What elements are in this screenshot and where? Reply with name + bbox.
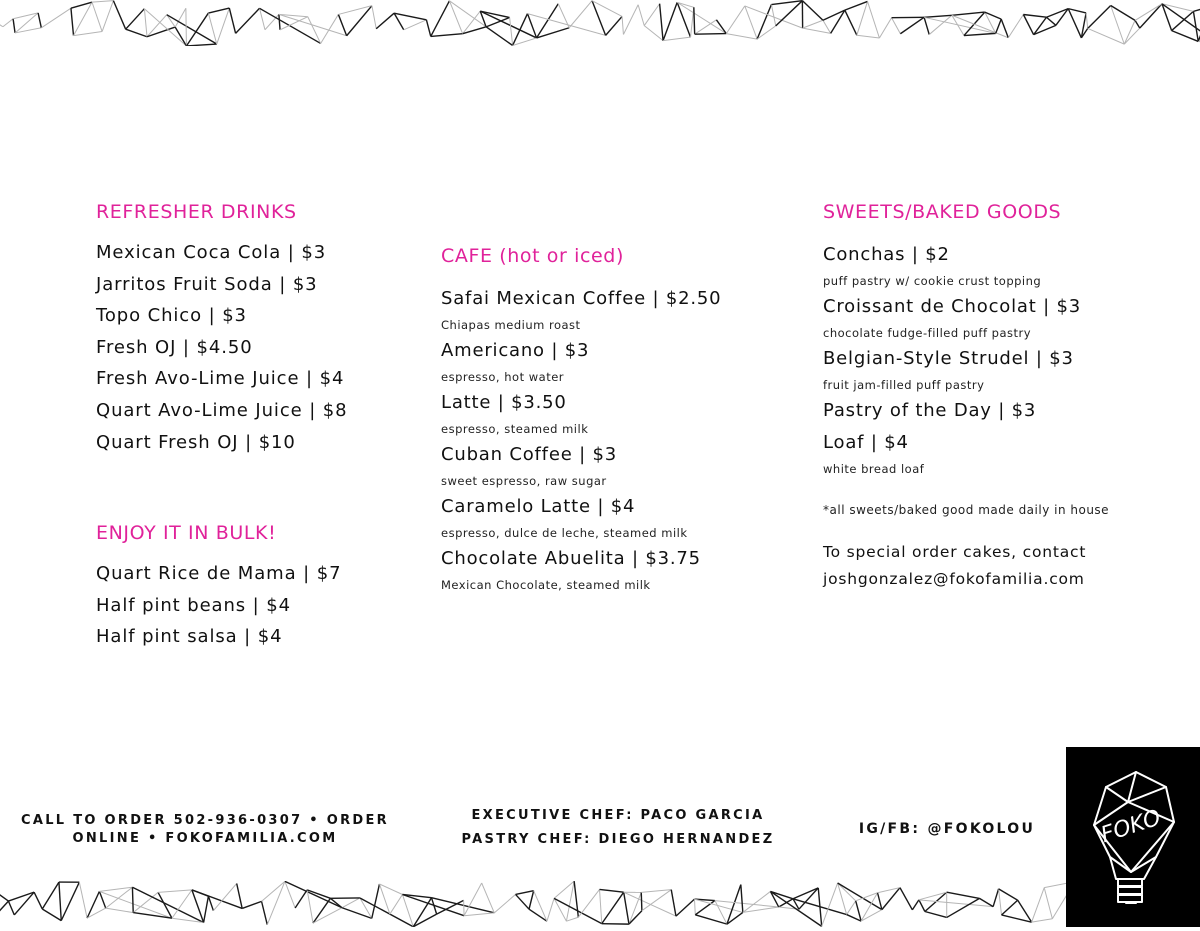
pattern-line [0,18,3,26]
pattern-line [404,20,427,30]
pattern-line [510,18,513,46]
pattern-line [663,2,677,40]
sweets-heading: SWEETS/BAKED GOODS [823,201,1109,223]
pastry-chef: PASTRY CHEF: DIEGO HERNANDEZ [452,828,784,852]
pattern-line [578,889,599,917]
pattern-line [59,882,61,921]
pattern-line [602,892,624,923]
menu-item-name: Croissant de Chocolat | $3 [823,295,1109,319]
menu-item-name: Americano | $3 [441,339,721,363]
pattern-line [964,33,996,35]
pattern-line [1162,4,1200,43]
pattern-line [641,890,671,893]
pattern-line [528,14,606,36]
pattern-line [1124,28,1140,44]
menu-item: Quart Rice de Mama | $7 [96,558,341,590]
pattern-line [1172,11,1194,30]
pattern-line [892,18,901,34]
menu-item-description: puff pastry w/ cookie crust topping [823,267,1109,295]
pattern-line [236,8,260,33]
pattern-line [677,2,694,7]
bulk-list [96,558,341,653]
menu-item: Topo Chico | $3 [96,300,348,332]
pattern-line [342,908,372,919]
menu-item-description: espresso, hot water [441,363,721,391]
pattern-line [338,14,346,35]
pattern-line [126,29,147,37]
pattern-line [431,34,463,37]
pattern-line [1032,888,1045,923]
pattern-line [606,16,622,35]
pattern-line [372,6,376,29]
pattern-line [279,14,280,30]
geometric-pattern [0,881,1066,927]
pattern-line [947,898,980,917]
menu-item-name: Safai Mexican Coffee | $2.50 [441,287,721,311]
pattern-line [695,915,727,924]
pattern-line [262,881,285,901]
menu-item-description: sweet espresso, raw sugar [441,467,721,495]
pattern-line [1124,20,1135,44]
pattern-line [463,11,481,34]
pattern-line [985,12,1001,19]
pattern-line [464,883,482,916]
pattern-line [3,19,13,27]
menu-item: Fresh Avo-Lime Juice | $4 [96,363,348,395]
menu-item-name: Loaf | $4 [823,431,1109,455]
pattern-line [204,896,209,922]
pattern-line [569,1,592,28]
pattern-line [845,1,868,10]
pattern-line [856,901,861,921]
contact-line: To special order cakes, contact [823,539,1109,566]
pattern-line [42,882,59,909]
pattern-line [947,892,980,898]
pattern-line [167,15,217,44]
pattern-line [771,1,802,5]
pattern-line [482,883,495,913]
pattern-line [592,1,606,36]
pattern-line [671,890,676,916]
pattern-line [1023,15,1033,35]
menu-item-description: fruit jam-filled puff pastry [823,371,1109,399]
pattern-line [229,8,235,33]
pattern-line [644,4,659,26]
pattern-line [823,20,831,33]
menu-item: Half pint salsa | $4 [96,621,341,653]
menu-item-name: Latte | $3.50 [441,391,721,415]
pattern-line [715,901,779,907]
pattern-line [516,891,534,895]
menu-item: Fresh OJ | $4.50 [96,332,348,364]
pattern-line [1052,882,1066,919]
pattern-line [186,13,208,46]
pattern-line [996,19,1002,33]
pattern-line [1111,5,1125,44]
pattern-line [1193,6,1200,11]
pattern-line [0,888,8,901]
top-geometric-border [0,0,1200,46]
pattern-line [267,881,285,924]
pattern-line [695,901,715,915]
menu-item-name: Cuban Coffee | $3 [441,443,721,467]
pattern-line [726,34,757,39]
logo-text: FOKO [1098,805,1164,848]
pattern-line [857,35,880,38]
pattern-line [175,27,186,46]
pattern-line [464,913,494,916]
pattern-line [38,13,41,28]
geometric-pattern [0,0,1200,46]
pattern-line [771,5,775,26]
pattern-line [803,20,823,28]
menu-item: Jarritos Fruit Soda | $3 [96,269,348,301]
pattern-line [426,20,430,37]
refresher-drinks-list [96,237,348,458]
pattern-line [999,889,1002,915]
pattern-line [641,892,642,910]
pattern-line [695,20,717,34]
pattern-line [192,890,242,909]
pattern-line [1044,882,1066,888]
pattern-line [868,1,880,38]
pattern-line [144,9,147,37]
pattern-line [566,917,578,921]
pattern-line [624,892,629,924]
menu-item-description: white bread loaf [823,455,1109,483]
pattern-line [900,17,924,33]
menu-item-description: espresso, steamed milk [441,415,721,443]
pattern-line [307,890,313,923]
pattern-line [638,5,644,26]
pattern-line [132,887,133,912]
pattern-line [73,32,102,36]
pattern-line [912,900,919,910]
pattern-line [87,891,99,918]
pattern-line [480,11,509,17]
pattern-line [822,883,838,926]
pattern-line [172,890,192,918]
pattern-line [463,27,487,34]
menu-item-name: Belgian-Style Strudel | $3 [823,347,1109,371]
pattern-line [262,901,268,924]
pattern-line [623,5,638,35]
pattern-line [347,6,372,36]
pattern-line [144,9,186,46]
pattern-line [265,14,279,29]
pattern-line [1172,31,1199,42]
pattern-line [92,2,102,31]
pattern-line [802,1,823,21]
pattern-line [338,6,372,15]
order-line: CALL TO ORDER 502-936-0307 • ORDER [20,812,390,830]
pattern-line [133,913,172,919]
pattern-line [629,911,642,924]
bulk-heading: ENJOY IT IN BULK! [96,522,341,544]
cafe-section [441,245,721,599]
pattern-line [186,44,216,46]
pattern-line [716,20,726,34]
pattern-line [857,1,868,35]
pattern-line [1044,888,1052,919]
pattern-line [394,13,404,30]
pattern-line [92,1,113,3]
pattern-line [622,16,623,34]
pattern-line [600,889,602,923]
pattern-line [993,889,998,907]
pattern-line [1088,28,1125,44]
menu-item-name: Conchas | $2 [823,243,1109,267]
refresher-drinks-section [96,201,348,458]
pattern-line [126,9,145,29]
pattern-line [694,899,695,915]
pattern-line [1068,9,1086,13]
pattern-line [900,888,912,910]
menu-item-name: Pastry of the Day | $3 [823,399,1109,423]
pattern-line [15,28,41,33]
pattern-line [208,8,229,13]
pattern-line [0,901,8,921]
pattern-line [879,18,891,38]
pattern-line [1068,9,1081,38]
menu-item-description: chocolate fudge-filled puff pastry [823,319,1109,347]
pattern-line [741,885,743,913]
cafe-heading: CAFE (hot or iced) [441,245,721,267]
lightbulb-icon [1066,747,1200,927]
pattern-line [158,890,192,893]
pattern-line [677,2,690,37]
pattern-line [1086,13,1088,28]
bottom-geometric-border [0,881,1200,927]
pattern-line [79,882,87,918]
pattern-line [1088,5,1111,28]
pattern-line [919,900,993,907]
pattern-line [847,901,856,915]
pattern-line [660,4,663,41]
pattern-line [71,8,74,35]
bulk-section [96,522,341,653]
pattern-line [547,898,554,921]
pattern-line [793,888,818,899]
menu-item-description: Chiapas medium roast [441,311,721,339]
pattern-line [486,27,513,46]
pattern-line [102,1,113,32]
pattern-line [13,19,15,33]
pattern-line [929,15,952,34]
pattern-line [694,7,695,34]
pattern-line [431,1,450,37]
pattern-line [242,901,261,908]
refresher-drinks-heading: REFRESHER DRINKS [96,201,348,223]
pattern-line [663,37,690,40]
pattern-line [952,12,985,15]
menu-item-name: Caramelo Latte | $4 [441,495,721,519]
pattern-line [999,889,1018,900]
pattern-line [1008,15,1023,38]
pattern-line [1111,5,1135,20]
pattern-line [1046,17,1055,25]
pattern-line [213,883,236,910]
menu-item-name: Chocolate Abuelita | $3.75 [441,547,721,571]
pattern-line [529,891,534,909]
pattern-line [856,893,878,901]
pattern-line [924,15,952,17]
pattern-line [106,908,134,912]
pattern-line [342,898,360,908]
pattern-line [41,8,71,28]
pattern-line [624,892,676,916]
pattern-line [313,908,342,923]
pattern-line [321,14,339,43]
pattern-line [494,894,515,912]
pattern-line [745,6,757,39]
pattern-line [8,901,14,915]
menu-item-description: espresso, dulce de leche, steamed milk [441,519,721,547]
pattern-line [313,898,330,923]
pattern-line [186,8,187,46]
pattern-line [776,1,803,26]
pattern-line [372,884,380,918]
foko-logo [1066,747,1200,927]
chef-credits [452,804,784,852]
pattern-line [695,34,727,35]
pattern-line [770,891,821,926]
order-line: ONLINE • FOKOFAMILIA.COM [20,830,390,848]
pattern-line [924,17,996,33]
pattern-line [919,900,925,912]
pattern-line [34,892,42,909]
pattern-line [390,894,403,914]
pattern-line [1002,900,1018,915]
pattern-line [1023,15,1046,18]
pattern-line [208,896,213,910]
pattern-line [925,912,947,918]
pattern-line [726,6,745,34]
daily-note: *all sweets/baked good made daily in house [823,503,1109,517]
social-handle: IG/FB: @FOKOLOU [850,820,1044,838]
special-order-contact [823,539,1109,593]
pattern-line [42,909,61,921]
pattern-line [803,28,831,33]
pattern-line [1135,20,1140,28]
menu-item: Quart Avo-Lime Juice | $8 [96,395,348,427]
menu-item-description: Mexican Chocolate, steamed milk [441,571,721,599]
pattern-line [644,26,663,41]
menu-item: Mexican Coca Cola | $3 [96,237,348,269]
pattern-line [376,13,394,29]
pattern-line [295,890,307,908]
menu-item: Half pint beans | $4 [96,590,341,622]
executive-chef: EXECUTIVE CHEF: PACO GARCIA [452,804,784,828]
pattern-line [676,899,695,916]
pattern-line [513,14,528,46]
order-info [20,812,390,848]
pattern-line [845,10,857,35]
pattern-line [516,894,529,909]
pattern-line [1032,919,1053,922]
pattern-line [113,1,125,30]
pattern-line [133,892,158,912]
sweets-section [823,201,1109,593]
pattern-line [600,889,624,892]
contact-email: joshgonzalez@fokofamilia.com [823,566,1109,593]
pattern-line [217,8,230,44]
pattern-line [924,17,929,34]
pattern-line [394,13,426,20]
pattern-line [574,881,578,917]
pattern-line [237,883,242,908]
pattern-line [61,882,79,920]
menu-item: Quart Fresh OJ | $10 [96,427,348,459]
